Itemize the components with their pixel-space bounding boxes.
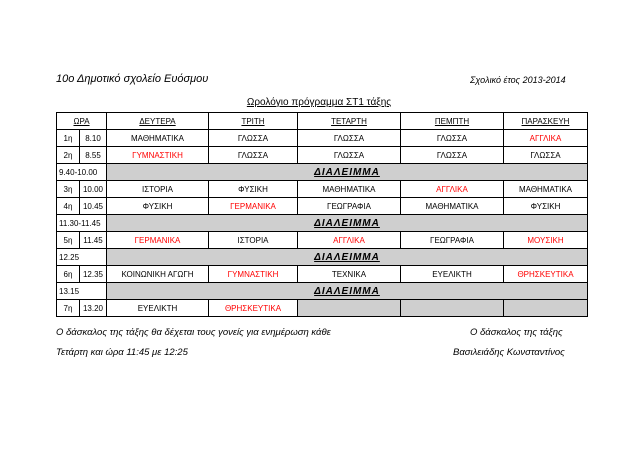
subject-cell: ΤΕΧΝΙΚΑ (298, 266, 401, 283)
timetable (56, 112, 588, 317)
subject-cell: ΓΛΩΣΣΑ (401, 130, 504, 147)
period-time: 8.10 (80, 130, 107, 147)
period-number: 6η (57, 266, 80, 283)
subject-cell: ΕΥΕΛΙΚΤΗ (401, 266, 504, 283)
subject-cell: ΑΓΓΛΙΚΑ (401, 181, 504, 198)
break-row (57, 249, 588, 266)
subject-cell (298, 300, 401, 317)
timetable-header-row (57, 113, 588, 130)
subject-cell: ΦΥΣΙΚΗ (504, 198, 588, 215)
subject-cell: ΦΥΣΙΚΗ (209, 181, 298, 198)
column-header-monday: ΔΕΥΤΕΡΑ (107, 113, 209, 130)
break-label: ΔΙΑΛΕΙΜΜΑ (107, 215, 588, 232)
lesson-row (57, 130, 588, 147)
break-row (57, 283, 588, 300)
column-header-hour: ΩΡΑ (57, 113, 107, 130)
lesson-row (57, 300, 588, 317)
break-time: 9.40-10.00 (57, 164, 107, 181)
column-header-tuesday: ΤΡΙΤΗ (209, 113, 298, 130)
break-time: 12.25 (57, 249, 107, 266)
subject-cell: ΜΑΘΗΜΑΤΙΚΑ (107, 130, 209, 147)
subject-cell (401, 300, 504, 317)
school-name: 10ο Δημοτικό σχολείο Ευόσμου (56, 73, 209, 85)
break-time: 11.30-11.45 (57, 215, 107, 232)
break-time: 13.15 (57, 283, 107, 300)
lesson-row (57, 232, 588, 249)
subject-cell: ΓΛΩΣΣΑ (298, 147, 401, 164)
period-number: 5η (57, 232, 80, 249)
subject-cell: ΓΥΜΝΑΣΤΙΚΗ (209, 266, 298, 283)
subject-cell: ΜΑΘΗΜΑΤΙΚΑ (298, 181, 401, 198)
period-number: 1η (57, 130, 80, 147)
teacher-title: Ο δάσκαλος της τάξης (470, 327, 563, 338)
subject-cell: ΓΛΩΣΣΑ (209, 147, 298, 164)
subject-cell: ΓΕΡΜΑΝΙΚΑ (209, 198, 298, 215)
column-header-friday: ΠΑΡΑΣΚΕΥΗ (504, 113, 588, 130)
subject-cell: ΜΑΘΗΜΑΤΙΚΑ (401, 198, 504, 215)
period-number: 2η (57, 147, 80, 164)
lesson-row (57, 147, 588, 164)
page-title: Ωρολόγιο πρόγραμμα ΣΤ1 τάξης (246, 97, 392, 108)
break-label: ΔΙΑΛΕΙΜΜΑ (107, 283, 588, 300)
subject-cell: ΑΓΓΛΙΚΑ (298, 232, 401, 249)
subject-cell: ΜΑΘΗΜΑΤΙΚΑ (504, 181, 588, 198)
parent-meeting-time: Τετάρτη και ώρα 11:45 με 12:25 (56, 347, 188, 358)
subject-cell: ΙΣΤΟΡΙΑ (107, 181, 209, 198)
subject-cell: ΦΥΣΙΚΗ (107, 198, 209, 215)
subject-cell: ΜΟΥΣΙΚΗ (504, 232, 588, 249)
period-time: 13.20 (80, 300, 107, 317)
parent-meeting-note: Ο δάσκαλος της τάξης θα δέχεται τους γονείς για ενημέρωση κάθε (56, 327, 331, 338)
subject-cell: ΓΕΩΓΡΑΦΙΑ (298, 198, 401, 215)
column-header-thursday: ΠΕΜΠΤΗ (401, 113, 504, 130)
break-label: ΔΙΑΛΕΙΜΜΑ (107, 164, 588, 181)
subject-cell: ΙΣΤΟΡΙΑ (209, 232, 298, 249)
period-number: 4η (57, 198, 80, 215)
subject-cell: ΓΛΩΣΣΑ (209, 130, 298, 147)
subject-cell: ΓΛΩΣΣΑ (298, 130, 401, 147)
period-time: 10.45 (80, 198, 107, 215)
subject-cell: ΘΡΗΣΚΕΥΤΙΚΑ (209, 300, 298, 317)
period-time: 12.35 (80, 266, 107, 283)
subject-cell: ΚΟΙΝΩΝΙΚΗ ΑΓΩΓΗ (107, 266, 209, 283)
break-label: ΔΙΑΛΕΙΜΜΑ (107, 249, 588, 266)
subject-cell: ΘΡΗΣΚΕΥΤΙΚΑ (504, 266, 588, 283)
period-number: 7η (57, 300, 80, 317)
lesson-row (57, 266, 588, 283)
subject-cell: ΓΕΩΓΡΑΦΙΑ (401, 232, 504, 249)
period-time: 8.55 (80, 147, 107, 164)
period-number: 3η (57, 181, 80, 198)
teacher-name: Βασιλειάδης Κωνσταντίνος (453, 347, 565, 358)
period-time: 11.45 (80, 232, 107, 249)
subject-cell: ΓΕΡΜΑΝΙΚΑ (107, 232, 209, 249)
lesson-row (57, 181, 588, 198)
period-time: 10.00 (80, 181, 107, 198)
break-row (57, 215, 588, 232)
subject-cell (504, 300, 588, 317)
column-header-wednesday: ΤΕΤΑΡΤΗ (298, 113, 401, 130)
lesson-row (57, 198, 588, 215)
subject-cell: ΓΛΩΣΣΑ (401, 147, 504, 164)
subject-cell: ΕΥΕΛΙΚΤΗ (107, 300, 209, 317)
subject-cell: ΓΥΜΝΑΣΤΙΚΗ (107, 147, 209, 164)
school-year: Σχολικό έτος 2013-2014 (470, 75, 566, 85)
subject-cell: ΓΛΩΣΣΑ (504, 147, 588, 164)
break-row (57, 164, 588, 181)
subject-cell: ΑΓΓΛΙΚΑ (504, 130, 588, 147)
